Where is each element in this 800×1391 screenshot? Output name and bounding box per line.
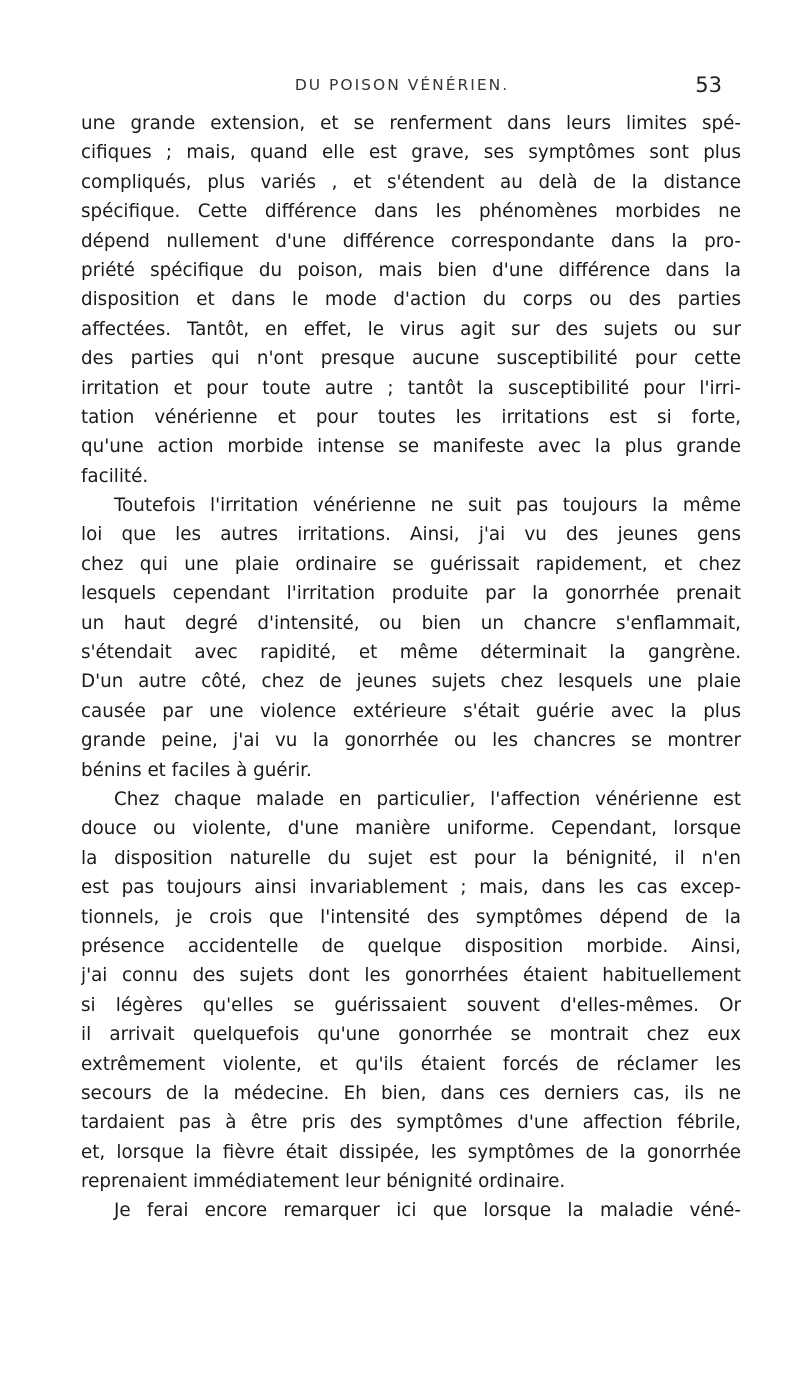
paragraph-end-line: reprenaient immédiatement leur bénignité ordinaire.: [81, 1171, 566, 1193]
text-line: D'un autre côté, chez de jeunes sujets chez lesquels une plaie: [81, 671, 741, 693]
text-line: et, lorsque la fièvre était dissipée, les symptômes de la gonorrhée: [81, 1141, 741, 1163]
text-line: tionnels, je crois que l'intensité des symptômes dépend de la: [81, 906, 741, 928]
text-line: tardaient pas à être pris des symptômes d'une affection fébrile,: [81, 1112, 741, 1134]
paragraph-first-line: Chez chaque malade en particulier, l'affection vénérienne est: [114, 788, 741, 810]
paragraph-first-line: Je ferai encore remarquer ici que lorsque la maladie véné-: [114, 1200, 741, 1222]
text-line: loi que les autres irritations. Ainsi, j'ai vu des jeunes gens: [81, 524, 741, 546]
text-line: tation vénérienne et pour toutes les irritations est si forte,: [81, 406, 741, 428]
text-line: affectées. Tantôt, en effet, le virus agit sur des sujets ou sur: [81, 318, 741, 340]
body-text: [81, 109, 741, 1226]
text-line: j'ai connu des sujets dont les gonorrhées étaient habituellement: [81, 965, 741, 987]
text-line: dépend nullement d'une différence correspondante dans la pro-: [81, 230, 741, 252]
text-line: qu'une action morbide intense se manifeste avec la plus grande: [81, 436, 741, 458]
running-title: DU POISON VÉNÉRIEN.: [294, 76, 510, 94]
paragraph-first-line: Toutefois l'irritation vénérienne ne suit pas toujours la même: [114, 495, 741, 517]
paragraph-end-line: bénins et faciles à guérir.: [81, 759, 312, 781]
paragraph-end-line: facilité.: [81, 465, 149, 487]
page-number: 53: [695, 73, 722, 97]
text-line: une grande extension, et se renferment dans leurs limites spé-: [81, 113, 741, 134]
text-line: secours de la médecine. Eh bien, dans ces derniers cas, ils ne: [81, 1082, 741, 1104]
text-line: si légères qu'elles se guérissaient souvent d'elles-mêmes. Or: [81, 994, 741, 1016]
text-line: des parties qui n'ont presque aucune susceptibilité pour cette: [81, 348, 741, 370]
text-line: la disposition naturelle du sujet est pour la bénignité, il n'en: [81, 847, 741, 869]
running-head: [82, 68, 722, 102]
text-line: s'étendait avec rapidité, et même déterminait la gangrène.: [81, 642, 741, 664]
text-line: douce ou violente, d'une manière uniforme. Cependant, lorsque: [81, 818, 741, 840]
text-line: cifiques ; mais, quand elle est grave, ses symptômes sont plus: [81, 142, 741, 164]
text-line: grande peine, j'ai vu la gonorrhée ou les chancres se montrer: [81, 730, 741, 752]
text-line: disposition et dans le mode d'action du corps ou des parties: [81, 289, 741, 311]
text-line: extrêmement violente, et qu'ils étaient forcés de réclamer les: [81, 1053, 741, 1075]
text-line: il arrivait quelquefois qu'une gonorrhée se montrait chez eux: [81, 1024, 741, 1046]
text-line: un haut degré d'intensité, ou bien un chancre s'enflammait,: [81, 612, 741, 634]
text-line: compliqués, plus variés , et s'étendent au delà de la distance: [81, 171, 741, 193]
text-line: spécifique. Cette différence dans les phénomènes morbides ne: [81, 201, 741, 223]
text-line: irritation et pour toute autre ; tantôt la susceptibilité pour l'irri-: [81, 377, 741, 399]
text-line: chez qui une plaie ordinaire se guérissait rapidement, et chez: [81, 553, 741, 575]
text-line: est pas toujours ainsi invariablement ; mais, dans les cas excep-: [81, 877, 741, 899]
text-line: lesquels cependant l'irritation produite par la gonorrhée prenait: [81, 583, 741, 605]
text-line: priété spécifique du poison, mais bien d'une différence dans la: [81, 259, 741, 281]
text-line: présence accidentelle de quelque disposition morbide. Ainsi,: [81, 935, 741, 957]
text-line: causée par une violence extérieure s'était guérie avec la plus: [81, 700, 741, 722]
